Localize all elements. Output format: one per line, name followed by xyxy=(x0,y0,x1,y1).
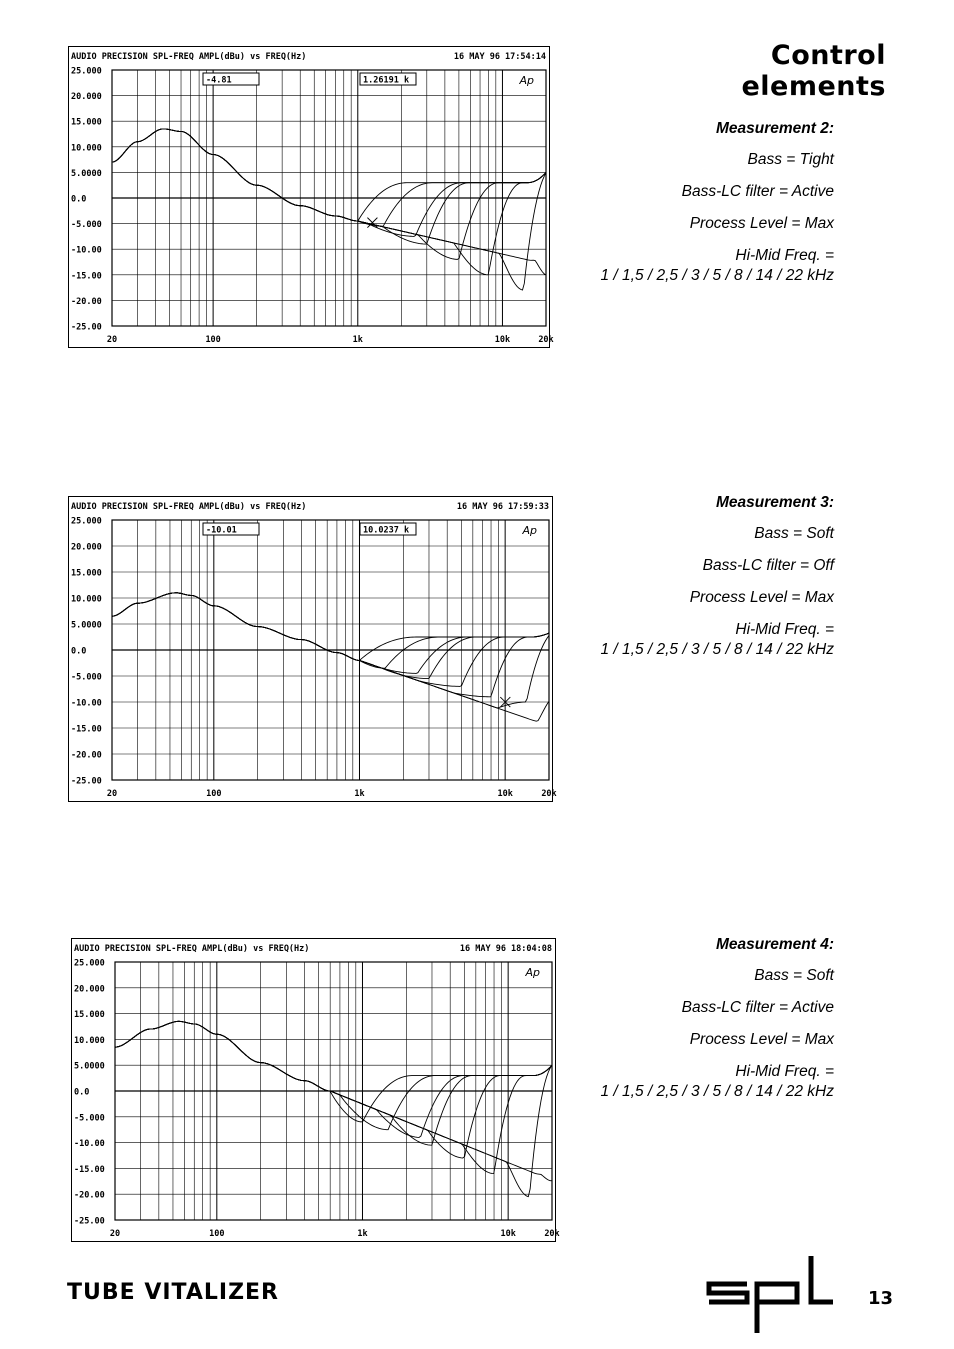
y-tick-label: -20.00 xyxy=(71,296,102,307)
x-tick-label: 20 xyxy=(106,789,118,799)
chart-title: AUDIO PRECISION SPL-FREQ AMPL(dBu) vs FREQ(Hz) xyxy=(71,52,307,62)
y-tick-label: -5.000 xyxy=(74,1113,105,1124)
himid-freq-label: Hi-Mid Freq. = xyxy=(735,1063,834,1080)
y-tick-label: -25.00 xyxy=(71,776,102,787)
measurement-2-settings xyxy=(574,120,834,286)
chart-frame xyxy=(72,939,556,1242)
y-tick-label: 15.000 xyxy=(71,568,102,579)
lc-filter-setting: Bass-LC filter = Active xyxy=(681,999,834,1016)
cursor-x-readout: 10.0237 k xyxy=(363,525,410,536)
himid-freq-values: 1 / 1,5 / 2,5 / 3 / 5 / 8 / 14 / 22 kHz xyxy=(600,1083,834,1100)
y-tick-label: 15.000 xyxy=(71,117,102,128)
y-tick-label: 10.000 xyxy=(71,594,102,605)
chart-svg xyxy=(68,46,554,348)
chart-title: AUDIO PRECISION SPL-FREQ AMPL(dBu) vs FREQ(Hz) xyxy=(71,502,307,512)
process-level-setting: Process Level = Max xyxy=(689,215,834,232)
y-tick-label: 25.000 xyxy=(71,66,102,77)
bass-setting: Bass = Soft xyxy=(754,525,834,542)
cursor-y-readout: -10.01 xyxy=(206,525,237,536)
ap-brand-mark: Ap xyxy=(519,74,534,87)
x-tick-label: 100 xyxy=(209,1229,225,1239)
x-tick-label: 1k xyxy=(352,335,363,345)
process-level-setting: Process Level = Max xyxy=(689,1031,834,1048)
y-tick-label: 15.000 xyxy=(74,1010,105,1021)
ap-brand-mark: Ap xyxy=(522,524,537,537)
measurement-3-settings xyxy=(574,494,834,660)
y-tick-label: -15.00 xyxy=(74,1164,105,1175)
himid-freq-values: 1 / 1,5 / 2,5 / 3 / 5 / 8 / 14 / 22 kHz xyxy=(600,267,834,284)
y-tick-label: 20.000 xyxy=(71,542,102,553)
measurement-graph-4 xyxy=(71,938,560,1242)
process-level-setting: Process Level = Max xyxy=(689,589,834,606)
x-tick-label: 20k xyxy=(544,1229,560,1239)
x-tick-label: 10k xyxy=(500,1229,516,1239)
y-tick-label: 20.000 xyxy=(74,984,105,995)
x-tick-label: 20 xyxy=(106,335,118,345)
measurement-heading: Measurement 2: xyxy=(715,120,834,137)
chart-frame xyxy=(69,47,550,348)
x-tick-label: 10k xyxy=(494,335,511,345)
chart-timestamp: 16 MAY 96 17:54:14 xyxy=(453,52,546,62)
y-tick-label: 0.0 xyxy=(71,646,87,657)
y-tick-label: -5.000 xyxy=(71,672,102,683)
y-tick-label: -25.00 xyxy=(74,1216,105,1227)
himid-freq-label: Hi-Mid Freq. = xyxy=(735,247,834,264)
chart-frame xyxy=(69,497,553,802)
x-tick-label: 20k xyxy=(541,789,557,799)
y-tick-label: 5.0000 xyxy=(71,620,102,631)
x-tick-label: 20 xyxy=(109,1229,121,1239)
measurement-graph-3 xyxy=(68,496,557,802)
y-tick-label: -20.00 xyxy=(71,750,102,761)
y-tick-label: 5.0000 xyxy=(71,168,102,179)
chart-svg xyxy=(68,496,557,802)
x-tick-label: 1k xyxy=(354,789,365,799)
y-tick-label: -15.00 xyxy=(71,271,102,282)
y-tick-label: 10.000 xyxy=(71,143,102,154)
chart-svg xyxy=(71,938,560,1242)
x-tick-label: 1k xyxy=(357,1229,368,1239)
product-name: TUBE VITALIZER xyxy=(67,1280,279,1305)
spl-logo xyxy=(705,1253,837,1339)
measurement-graph-2 xyxy=(68,46,554,348)
cursor-x-readout: 1.26191 k xyxy=(363,75,410,86)
y-tick-label: -15.00 xyxy=(71,724,102,735)
y-tick-label: -10.00 xyxy=(74,1139,105,1150)
x-tick-label: 20k xyxy=(538,335,554,345)
measurement-4-settings xyxy=(574,936,834,1102)
y-tick-label: 25.000 xyxy=(71,516,102,527)
bass-setting: Bass = Soft xyxy=(754,967,834,984)
himid-freq-label: Hi-Mid Freq. = xyxy=(735,621,834,638)
y-tick-label: 10.000 xyxy=(74,1035,105,1046)
y-tick-label: 0.0 xyxy=(71,194,87,205)
himid-freq-values: 1 / 1,5 / 2,5 / 3 / 5 / 8 / 14 / 22 kHz xyxy=(600,641,834,658)
x-tick-label: 10k xyxy=(497,789,513,799)
x-tick-label: 100 xyxy=(205,335,221,345)
y-tick-label: -5.000 xyxy=(71,220,102,231)
measurement-heading: Measurement 3: xyxy=(715,494,834,511)
y-tick-label: -20.00 xyxy=(74,1190,105,1201)
lc-filter-setting: Bass-LC filter = Off xyxy=(702,557,834,574)
y-tick-label: 20.000 xyxy=(71,92,102,103)
ap-brand-mark: Ap xyxy=(525,966,540,979)
x-tick-label: 100 xyxy=(206,789,222,799)
y-tick-label: -25.00 xyxy=(71,322,102,333)
y-tick-label: -10.00 xyxy=(71,245,102,256)
chart-title: AUDIO PRECISION SPL-FREQ AMPL(dBu) vs FREQ(Hz) xyxy=(74,944,310,954)
y-tick-label: 5.0000 xyxy=(74,1061,105,1072)
page-title: Control elements xyxy=(741,40,886,102)
cursor-y-readout: -4.81 xyxy=(206,75,232,86)
y-tick-label: -10.00 xyxy=(71,698,102,709)
lc-filter-setting: Bass-LC filter = Active xyxy=(681,183,834,200)
bass-setting: Bass = Tight xyxy=(747,151,834,168)
y-tick-label: 0.0 xyxy=(74,1087,90,1098)
spl-logo-mark xyxy=(705,1253,837,1335)
measurement-heading: Measurement 4: xyxy=(715,936,834,953)
chart-timestamp: 16 MAY 96 17:59:33 xyxy=(456,502,549,512)
chart-timestamp: 16 MAY 96 18:04:08 xyxy=(459,944,552,954)
page-number: 13 xyxy=(868,1288,894,1309)
y-tick-label: 25.000 xyxy=(74,958,105,969)
